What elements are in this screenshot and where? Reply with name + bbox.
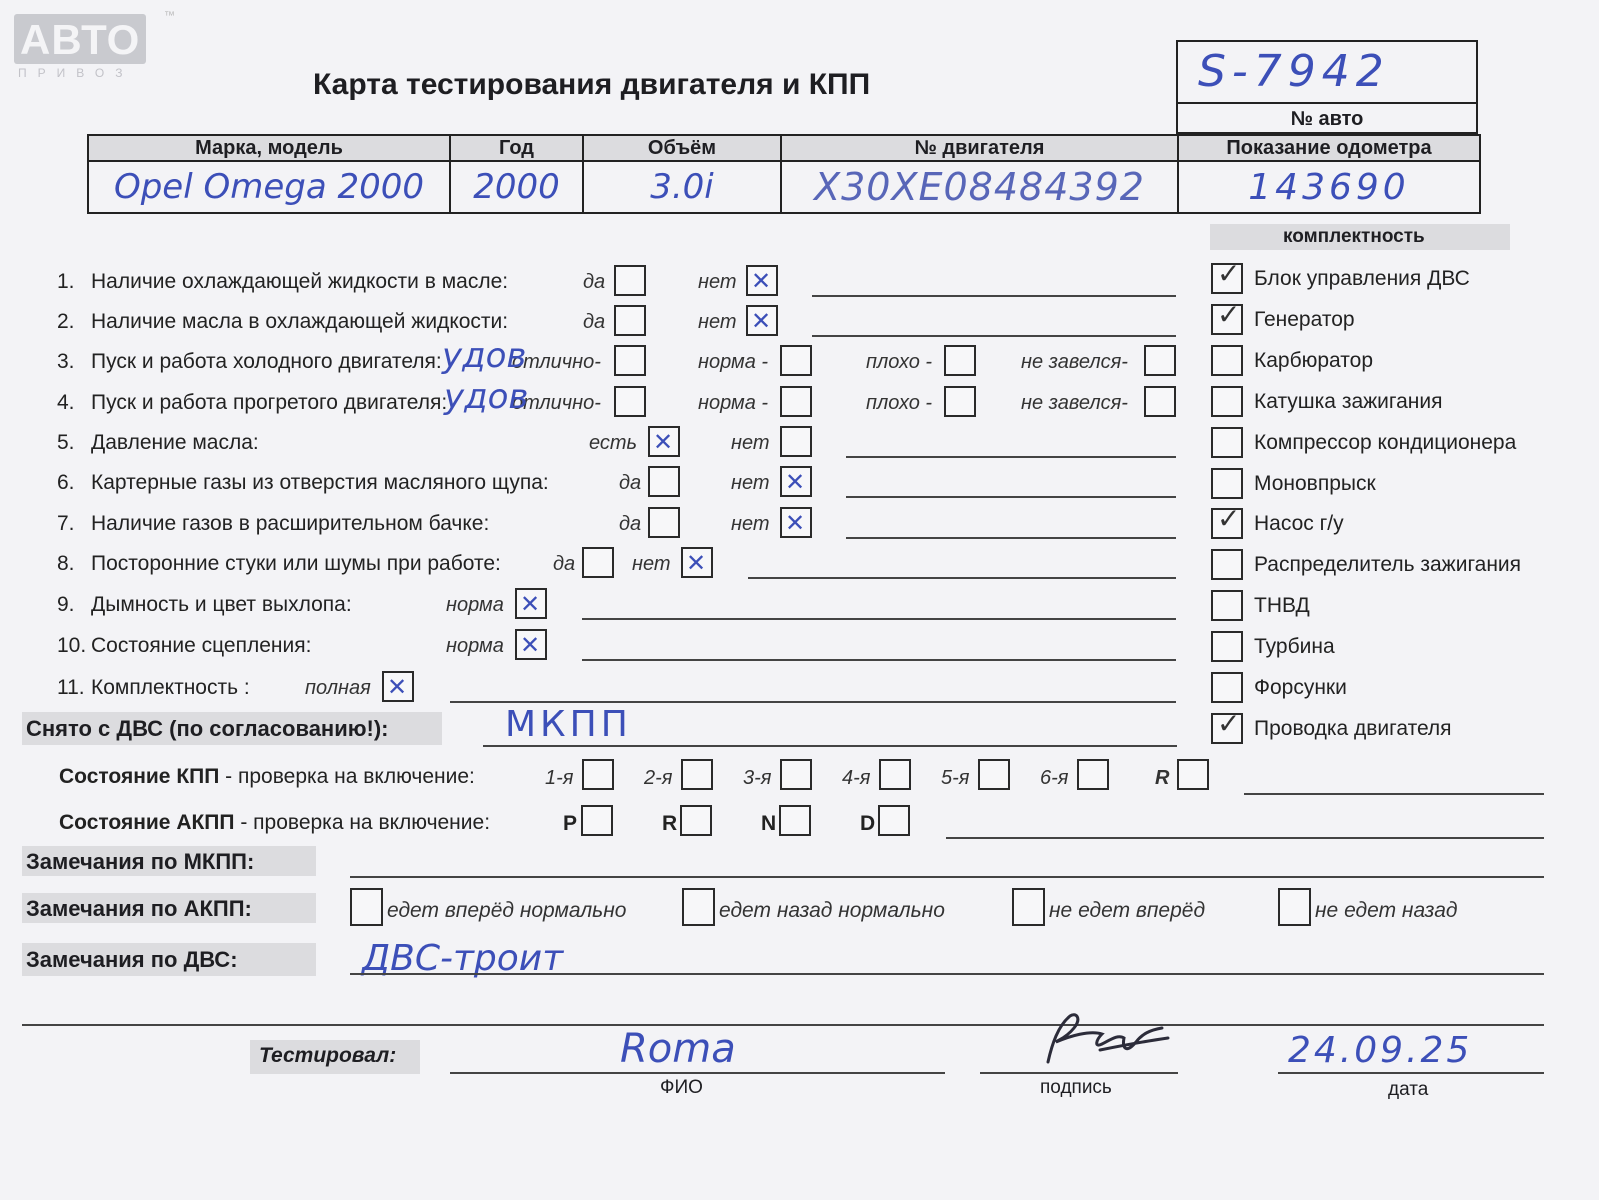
question-5-comment-line bbox=[846, 496, 1176, 498]
question-6-option-label-0: да bbox=[619, 513, 642, 535]
remarks-dvs-value: ДВС-троит bbox=[362, 938, 564, 979]
question-1-option-checkbox-0[interactable] bbox=[614, 305, 646, 336]
akpp-mode-label-1: R bbox=[662, 812, 678, 835]
question-2-handwritten: удов bbox=[442, 336, 527, 376]
kit-item-label-5: Моновпрыск bbox=[1254, 471, 1376, 495]
question-0-option-checkbox-0[interactable] bbox=[614, 265, 646, 296]
question-3-option-checkbox-1[interactable] bbox=[780, 386, 812, 417]
question-6-option-label-1: нет bbox=[731, 513, 770, 535]
question-6-comment-line bbox=[846, 537, 1176, 539]
value-engine-number: X30XE08484392 bbox=[781, 161, 1178, 213]
kpp-gear-label-6: R bbox=[1155, 767, 1170, 789]
tick-mark: ✓ bbox=[1217, 502, 1241, 536]
kit-item-label-1: Генератор bbox=[1254, 307, 1355, 331]
question-number-10: 11. bbox=[57, 676, 85, 699]
kit-checkbox-11[interactable] bbox=[1211, 706, 1243, 744]
tick-mark: ✓ bbox=[1217, 706, 1241, 740]
logo-tm: ™ bbox=[164, 10, 175, 22]
tested-label: Тестировал: bbox=[259, 1044, 397, 1067]
question-10-comment-line bbox=[450, 701, 1176, 703]
akpp-remark-checkbox-2[interactable] bbox=[1012, 888, 1045, 926]
kpp-gear-checkbox-0[interactable] bbox=[582, 759, 614, 790]
date-line bbox=[1278, 1072, 1544, 1074]
test-date: 24.09.25 bbox=[1288, 1030, 1473, 1071]
removed-value: МКПП bbox=[505, 704, 632, 745]
question-4-option-checkbox-1[interactable] bbox=[780, 426, 812, 457]
akpp-label bbox=[59, 811, 490, 835]
cross-mark: ✕ bbox=[751, 307, 772, 335]
cross-mark: ✕ bbox=[520, 631, 541, 659]
question-text-8: Дымность и цвет выхлопа: bbox=[91, 593, 352, 616]
kpp-gear-checkbox-1[interactable] bbox=[681, 759, 713, 790]
col-odometer: Показание одометра bbox=[1178, 135, 1480, 161]
kit-checkbox-3[interactable] bbox=[1211, 386, 1243, 417]
akpp-mode-label-2: N bbox=[761, 812, 777, 835]
question-8-comment-line bbox=[582, 618, 1176, 620]
akpp-remark-label-1: едет назад нормально bbox=[719, 899, 945, 922]
question-10-option-label-0: полная bbox=[305, 677, 371, 699]
akpp-remark-checkbox-3[interactable] bbox=[1278, 888, 1311, 926]
question-9-option-checkbox-0[interactable] bbox=[515, 629, 547, 660]
akpp-line bbox=[946, 837, 1544, 839]
cross-mark: ✕ bbox=[520, 590, 541, 618]
question-1-comment-line bbox=[812, 335, 1176, 337]
question-text-0: Наличие охлаждающей жидкости в масле: bbox=[91, 270, 509, 293]
value-volume: 3.0i bbox=[583, 161, 781, 213]
tick-mark: ✓ bbox=[1217, 297, 1241, 331]
question-text-2: Пуск и работа холодного двигателя: bbox=[91, 350, 442, 373]
question-0-option-label-0: да bbox=[583, 271, 606, 293]
question-3-option-checkbox-3[interactable] bbox=[1144, 386, 1176, 417]
col-engine-number: № двигателя bbox=[781, 135, 1178, 161]
question-0-option-label-1: нет bbox=[698, 271, 737, 293]
cross-mark: ✕ bbox=[785, 509, 806, 537]
value-make-model: Opel Omega 2000 bbox=[88, 161, 450, 213]
question-5-option-label-0: да bbox=[619, 472, 642, 494]
kit-checkbox-10[interactable] bbox=[1211, 672, 1243, 703]
question-3-handwritten: удов bbox=[444, 377, 529, 417]
signature-drawing bbox=[1030, 1004, 1180, 1074]
col-make-model: Марка, модель bbox=[88, 135, 450, 161]
question-number-7: 8. bbox=[57, 552, 75, 575]
question-text-3: Пуск и работа прогретого двигателя: bbox=[91, 391, 448, 414]
question-8-option-label-0: норма bbox=[446, 594, 504, 616]
akpp-remark-checkbox-1[interactable] bbox=[682, 888, 715, 926]
question-2-option-checkbox-3[interactable] bbox=[1144, 345, 1176, 376]
logo-text: АВТО bbox=[20, 16, 141, 63]
cross-mark: ✕ bbox=[686, 549, 707, 577]
question-10-option-checkbox-0[interactable] bbox=[382, 671, 414, 702]
question-6-option-checkbox-1[interactable] bbox=[780, 507, 812, 538]
question-2-option-label-0: отлично- bbox=[512, 351, 601, 373]
akpp-remark-label-3: не едет назад bbox=[1315, 899, 1458, 922]
kpp-gear-checkbox-6[interactable] bbox=[1177, 759, 1209, 790]
akpp-label-bold: Состояние АКПП bbox=[59, 811, 235, 834]
question-7-option-label-1: нет bbox=[632, 553, 671, 575]
tester-name: Roma bbox=[620, 1026, 736, 1072]
kit-item-label-3: Катушка зажигания bbox=[1254, 389, 1443, 413]
remarks-dvs-label: Замечания по ДВС: bbox=[26, 947, 238, 972]
question-4-option-label-0: есть bbox=[589, 432, 638, 454]
remarks-dvs-line bbox=[350, 973, 1544, 975]
kpp-label-bold: Состояние КПП bbox=[59, 765, 220, 788]
signature bbox=[1030, 1004, 1180, 1074]
question-text-4: Давление масла: bbox=[91, 431, 259, 454]
logo bbox=[14, 10, 175, 64]
akpp-mode-checkbox-0[interactable] bbox=[581, 805, 613, 836]
kit-item-label-9: Турбина bbox=[1254, 635, 1335, 659]
tick-mark: ✓ bbox=[1217, 257, 1241, 290]
question-2-option-checkbox-1[interactable] bbox=[780, 345, 812, 376]
logo-subtext: ПРИВОЗ bbox=[18, 66, 134, 80]
kpp-label-rest: - проверка на включение: bbox=[219, 765, 475, 788]
question-8-option-checkbox-0[interactable] bbox=[515, 588, 547, 619]
auto-number-label: № авто bbox=[1290, 108, 1364, 130]
question-1-option-label-1: нет bbox=[698, 311, 737, 333]
kit-checkbox-6[interactable] bbox=[1211, 502, 1243, 539]
question-1-option-label-0: да bbox=[583, 311, 606, 333]
kit-item-label-4: Компрессор кондиционера bbox=[1254, 430, 1517, 454]
question-3-option-label-3: не завелся- bbox=[1021, 392, 1128, 414]
akpp-mode-label-0: P bbox=[563, 812, 578, 835]
remarks-mkpp-label: Замечания по МКПП: bbox=[26, 849, 255, 874]
name-line bbox=[450, 1072, 945, 1074]
question-number-6: 7. bbox=[57, 512, 75, 535]
question-text-7: Посторонние стуки или шумы при работе: bbox=[91, 552, 501, 575]
question-7-option-label-0: да bbox=[553, 553, 576, 575]
question-6-option-checkbox-0[interactable] bbox=[648, 507, 680, 538]
cross-mark: ✕ bbox=[653, 428, 674, 456]
question-3-option-checkbox-2[interactable] bbox=[944, 386, 976, 417]
question-number-3: 4. bbox=[57, 391, 75, 414]
question-number-0: 1. bbox=[57, 270, 75, 293]
kit-checkbox-2[interactable] bbox=[1211, 345, 1243, 376]
question-5-option-checkbox-0[interactable] bbox=[648, 466, 680, 497]
col-year: Год bbox=[450, 135, 583, 161]
question-3-option-label-2: плохо - bbox=[866, 392, 933, 414]
akpp-mode-checkbox-1[interactable] bbox=[680, 805, 712, 836]
kit-item-label-11: Проводка двигателя bbox=[1254, 716, 1452, 740]
question-text-9: Состояние сцепления: bbox=[91, 634, 312, 657]
kpp-gear-checkbox-5[interactable] bbox=[1077, 759, 1109, 790]
kit-item-label-8: ТНВД bbox=[1254, 594, 1310, 618]
question-9-option-label-0: норма bbox=[446, 635, 504, 657]
question-2-option-label-2: плохо - bbox=[866, 351, 933, 373]
question-number-8: 9. bbox=[57, 593, 75, 616]
question-4-option-checkbox-0[interactable] bbox=[648, 426, 680, 457]
question-4-comment-line bbox=[846, 456, 1176, 458]
kpp-gear-label-2: 3-я bbox=[743, 767, 772, 789]
kit-checkbox-4[interactable] bbox=[1211, 427, 1243, 458]
kpp-label bbox=[59, 765, 475, 789]
auto-number-box bbox=[1176, 40, 1478, 134]
kit-item-label-0: Блок управления ДВС bbox=[1254, 267, 1470, 290]
question-2-option-checkbox-0[interactable] bbox=[614, 345, 646, 376]
question-5-option-label-1: нет bbox=[731, 472, 770, 494]
question-9-comment-line bbox=[582, 659, 1176, 661]
cross-mark: ✕ bbox=[387, 673, 408, 701]
kit-checkbox-9[interactable] bbox=[1211, 631, 1243, 662]
kpp-gear-label-0: 1-я bbox=[545, 767, 574, 789]
question-5-option-checkbox-1[interactable] bbox=[780, 466, 812, 497]
question-7-option-checkbox-0[interactable] bbox=[582, 547, 614, 578]
kit-checkbox-8[interactable] bbox=[1211, 590, 1243, 621]
value-odometer: 143690 bbox=[1178, 161, 1480, 213]
question-2-option-label-1: норма - bbox=[698, 351, 769, 373]
removed-label: Снято с ДВС (по согласованию!): bbox=[26, 716, 389, 741]
kit-checkbox-7[interactable] bbox=[1211, 549, 1243, 580]
question-text-6: Наличие газов в расширительном бачке: bbox=[91, 512, 490, 535]
kpp-line bbox=[1244, 793, 1544, 795]
date-caption: дата bbox=[1388, 1079, 1429, 1100]
kpp-gear-checkbox-3[interactable] bbox=[879, 759, 911, 790]
akpp-remark-label-0: едет вперёд нормально bbox=[387, 899, 627, 922]
question-number-4: 5. bbox=[57, 431, 75, 454]
remarks-extra-line bbox=[22, 1024, 1544, 1026]
question-text-5: Картерные газы из отверстия масляного щупа: bbox=[91, 471, 549, 494]
akpp-mode-label-3: D bbox=[860, 812, 876, 835]
question-0-option-checkbox-1[interactable] bbox=[746, 265, 778, 296]
col-volume: Объём bbox=[583, 135, 781, 161]
question-2-option-checkbox-2[interactable] bbox=[944, 345, 976, 376]
question-3-option-checkbox-0[interactable] bbox=[614, 386, 646, 417]
kpp-gear-label-1: 2-я bbox=[644, 767, 673, 789]
kit-item-label-2: Карбюратор bbox=[1254, 348, 1374, 372]
akpp-remark-label-2: не едет вперёд bbox=[1049, 899, 1206, 922]
question-text-10: Комплектность : bbox=[91, 676, 250, 699]
question-number-1: 2. bbox=[57, 310, 75, 333]
name-caption: ФИО bbox=[660, 1077, 703, 1098]
question-1-option-checkbox-1[interactable] bbox=[746, 305, 778, 336]
cross-mark: ✕ bbox=[751, 267, 772, 295]
question-0-comment-line bbox=[812, 295, 1176, 297]
kpp-gear-label-3: 4-я bbox=[842, 767, 871, 789]
question-3-option-label-0: отлично- bbox=[512, 392, 601, 414]
remarks-mkpp-line bbox=[350, 876, 1544, 878]
question-number-9: 10. bbox=[57, 634, 87, 657]
question-number-2: 3. bbox=[57, 350, 75, 373]
kit-item-label-7: Распределитель зажигания bbox=[1254, 553, 1522, 577]
kit-item-label-6: Насос г/у bbox=[1254, 512, 1344, 536]
akpp-mode-checkbox-2[interactable] bbox=[779, 805, 811, 836]
question-3-option-label-1: норма - bbox=[698, 392, 769, 414]
signature-caption: подпись bbox=[1040, 1077, 1112, 1098]
question-4-option-label-1: нет bbox=[731, 432, 770, 454]
auto-number-label-row bbox=[1178, 102, 1476, 134]
kit-checkbox-0[interactable] bbox=[1211, 257, 1243, 294]
remarks-akpp-label: Замечания по АКПП: bbox=[26, 896, 252, 921]
akpp-mode-checkbox-3[interactable] bbox=[878, 805, 910, 836]
cross-mark: ✕ bbox=[785, 468, 806, 496]
question-text-1: Наличие масла в охлаждающей жидкости: bbox=[91, 310, 509, 333]
kit-checkbox-5[interactable] bbox=[1211, 468, 1243, 499]
auto-number-value: S-7942 bbox=[1198, 46, 1390, 97]
question-number-5: 6. bbox=[57, 471, 75, 494]
kpp-gear-label-5: 6-я bbox=[1040, 767, 1069, 789]
kpp-gear-checkbox-2[interactable] bbox=[780, 759, 812, 790]
question-7-option-checkbox-1[interactable] bbox=[681, 547, 713, 578]
kpp-gear-checkbox-4[interactable] bbox=[978, 759, 1010, 790]
kit-checkbox-1[interactable] bbox=[1211, 297, 1243, 335]
removed-line bbox=[483, 745, 1177, 747]
question-7-comment-line bbox=[748, 577, 1176, 579]
kpp-gear-label-4: 5-я bbox=[941, 767, 970, 789]
akpp-remark-checkbox-0[interactable] bbox=[350, 888, 383, 926]
vehicle-header-table bbox=[87, 134, 1481, 214]
page-title: Карта тестирования двигателя и КПП bbox=[313, 68, 871, 101]
kit-title: комплектность bbox=[1283, 226, 1425, 247]
value-year: 2000 bbox=[450, 161, 583, 213]
signature-line bbox=[980, 1072, 1178, 1074]
akpp-label-rest: - проверка на включение: bbox=[234, 811, 491, 834]
question-2-option-label-3: не завелся- bbox=[1021, 351, 1128, 373]
kit-item-label-10: Форсунки bbox=[1254, 676, 1347, 699]
